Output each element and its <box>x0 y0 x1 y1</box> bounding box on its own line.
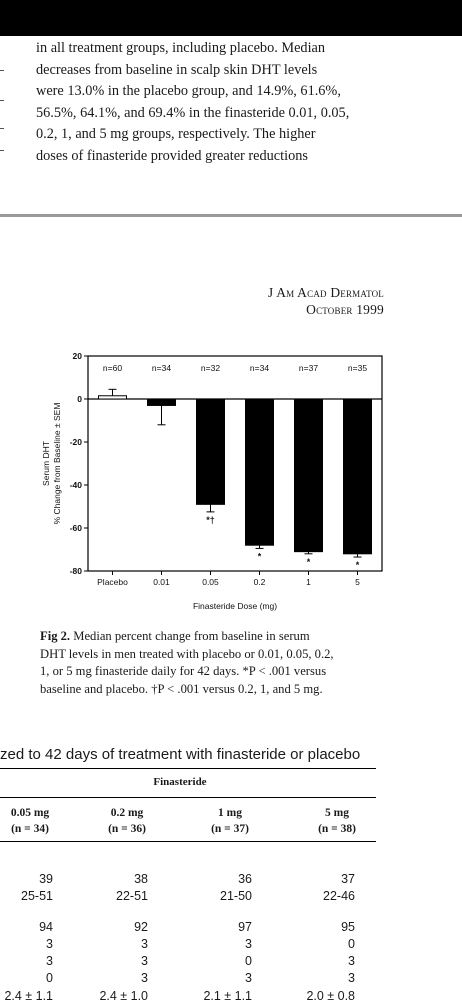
table-title: zed to 42 days of treatment with finasteride or placebo <box>0 746 361 763</box>
section-divider <box>0 214 462 217</box>
n-label: n=37 <box>298 363 319 373</box>
table-cell: 21-50 <box>220 889 252 903</box>
body-paragraph <box>36 38 454 167</box>
significance-marker: * <box>257 551 262 562</box>
y-tick-label: -20 <box>69 437 82 447</box>
table-top-rule <box>0 768 376 769</box>
table-header-rule <box>0 841 376 842</box>
x-tick-label: 1 <box>306 577 311 587</box>
x-tick-label: Placebo <box>97 577 128 587</box>
paragraph-line: in all treatment groups, including placebo. Median <box>36 40 326 56</box>
x-axis-label: Finasteride Dose (mg) <box>192 601 278 611</box>
table-cell: 3 <box>348 971 355 985</box>
margin-tick <box>0 100 4 101</box>
y-tick-label: 20 <box>72 351 82 361</box>
y-tick-label: -60 <box>69 523 82 533</box>
paragraph-line: were 13.0% in the placebo group, and 14.9%, 61.6%, <box>36 83 341 99</box>
table-cell: 25-51 <box>21 889 53 903</box>
table-group-rule <box>0 797 376 798</box>
table-cell: 3 <box>46 937 53 951</box>
column-header-n: (n = 37) <box>211 823 249 835</box>
column-header-n: (n = 34) <box>11 823 49 835</box>
caption-line: 1, or 5 mg finasteride daily for 42 days. *P < .001 versus <box>40 664 327 678</box>
caption-line-1 <box>40 628 440 646</box>
table-cell: 2.4 ± 1.1 <box>4 989 53 1003</box>
significance-marker: * <box>306 556 311 567</box>
table-cell: 22-51 <box>116 889 148 903</box>
table-cell: 3 <box>141 954 148 968</box>
caption-text: Median percent change from baseline in serum <box>73 629 310 643</box>
margin-tick <box>0 70 4 71</box>
table-cell: 3 <box>46 954 53 968</box>
bar <box>197 399 225 504</box>
significance-marker: * <box>355 560 360 571</box>
caption-line: baseline and placebo. †P < .001 versus 0.2, 1, and 5 mg. <box>40 681 323 696</box>
paragraph-line: 56.5%, 64.1%, and 69.4% in the finasteride 0.01, 0.05, <box>36 104 350 121</box>
column-header-dose: 0.2 mg <box>110 807 144 819</box>
x-tick-label: 0.05 <box>202 577 219 587</box>
n-label: n=34 <box>249 363 270 373</box>
x-tick-label: 5 <box>355 577 360 587</box>
table-cell: 3 <box>245 971 252 985</box>
n-label: n=35 <box>347 363 368 373</box>
table-cell: 2.4 ± 1.0 <box>99 989 148 1003</box>
table-cell: 92 <box>134 920 148 934</box>
y-tick-label: 0 <box>77 394 82 404</box>
table-cell: 3 <box>141 971 148 985</box>
n-label: n=34 <box>151 363 172 373</box>
table-cell: 0 <box>245 954 252 968</box>
bar <box>295 399 323 552</box>
table-cell: 37 <box>341 872 355 886</box>
table-cell: 38 <box>134 872 148 886</box>
journal-header <box>268 284 384 318</box>
table-cell: 39 <box>39 872 53 886</box>
journal-name: J Am Acad Dermatol <box>267 285 384 300</box>
y-tick-label: -40 <box>69 480 82 490</box>
table-cell: 3 <box>141 937 148 951</box>
table-group-header: Finasteride <box>153 776 207 788</box>
n-label: n=60 <box>102 363 123 373</box>
bar <box>344 399 372 554</box>
plot-frame <box>88 356 382 571</box>
table-cell: 0 <box>348 937 355 951</box>
y-axis-label: Serum DHT <box>41 441 51 486</box>
paragraph-line: doses of finasteride provided greater reductions <box>36 147 308 164</box>
table-cell: 22-46 <box>323 889 355 903</box>
table-cell: 2.0 ± 0.8 <box>306 989 355 1003</box>
table-cell: 0 <box>46 971 53 985</box>
column-header-dose: 0.05 mg <box>10 807 50 819</box>
paragraph-line: decreases from baseline in scalp skin DHT levels <box>36 61 318 78</box>
margin-tick <box>0 150 4 151</box>
table-cell: 36 <box>238 872 252 886</box>
paragraph-line: 0.2, 1, and 5 mg groups, respectively. The higher <box>36 126 316 142</box>
column-header-dose: 1 mg <box>218 807 242 819</box>
journal-issue: October 1999 <box>306 302 384 317</box>
column-header-n: (n = 36) <box>108 823 146 835</box>
n-label: n=32 <box>200 363 221 373</box>
bar <box>148 399 176 405</box>
table-cell: 95 <box>341 920 355 934</box>
column-header-n: (n = 38) <box>318 823 356 835</box>
margin-tick <box>0 128 4 129</box>
table-cell: 3 <box>348 954 355 968</box>
table-cell: 3 <box>245 937 252 951</box>
bar <box>246 399 274 545</box>
significance-marker: *† <box>206 514 215 525</box>
table-cell: 2.1 ± 1.1 <box>203 989 252 1003</box>
page-header-bar <box>0 0 462 36</box>
bar <box>99 396 127 399</box>
y-tick-label: -80 <box>69 566 82 576</box>
caption-line: DHT levels in men treated with placebo or 0.01, 0.05, 0.2, <box>40 646 334 661</box>
figure-caption <box>40 628 440 698</box>
x-tick-label: 0.2 <box>253 577 266 587</box>
figure-2-bar-chart <box>0 340 462 620</box>
y-axis-label: % Change from Baseline ± SEM <box>52 402 62 525</box>
table-cell: 97 <box>238 920 252 934</box>
x-tick-label: 0.01 <box>153 577 170 587</box>
table-cell: 94 <box>39 920 53 934</box>
caption-label: Fig 2. <box>40 629 71 643</box>
column-header-dose: 5 mg <box>325 807 349 819</box>
